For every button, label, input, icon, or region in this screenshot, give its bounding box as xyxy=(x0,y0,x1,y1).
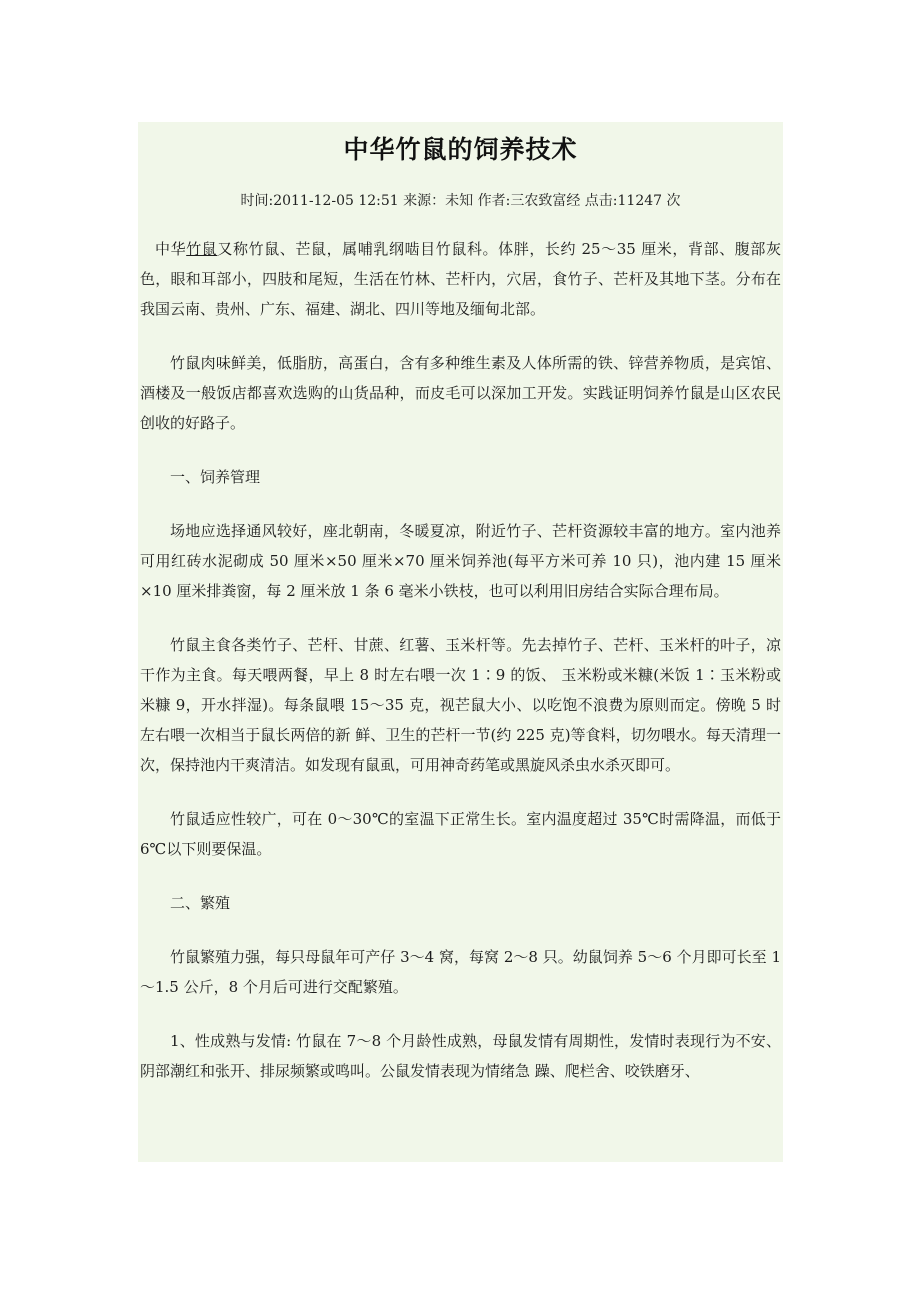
paragraph-breeding: 竹鼠繁殖力强，每只母鼠年可产仔 3～4 窝，每窝 2～8 只。幼鼠饲养 5～6 个月即可长至 1～1.5 公斤，8 个月后可进行交配繁殖。 xyxy=(140,948,781,996)
intro-paragraph xyxy=(140,234,781,324)
paragraph-value: 竹鼠肉味鲜美，低脂肪，高蛋白，含有多种维生素及人体所需的铁、锌营养物质，是宾馆、酒楼及一般饭店都喜欢选购的山货品种，而皮毛可以深加工开发。实践证明饲养竹鼠是山区农民创收的好路子。 xyxy=(140,354,781,432)
article-title: 中华竹鼠的饲养技术 xyxy=(343,135,578,164)
paragraph-temperature: 竹鼠适应性较广，可在 0～30℃的室温下正常生长。室内温度超过 35℃时需降温，而低于 6℃以下则要保温。 xyxy=(140,810,781,858)
section-heading-feeding: 一、饲养管理 xyxy=(170,468,261,486)
paragraph-estrus: 1、性成熟与发情: 竹鼠在 7～8 个月龄性成熟，母鼠发情有周期性，发情时表现行为不安、阴部潮红和张开、排尿频繁或鸣叫。公鼠发情表现为情绪急 躁、爬栏舍、咬铁磨牙、 xyxy=(140,1032,781,1080)
paragraph-site: 场地应选择通风较好，座北朝南，冬暖夏凉，附近竹子、芒杆资源较丰富的地方。室内池养可用红砖水泥砌成 50 厘米×50 厘米×70 厘米饲养池(每平方米可养 10 只)，池内建 15 厘米×10 厘米排粪窗，每 2 厘米放 1 条 6 毫米小铁枝，也可以利用旧房结合实际合理布局。 xyxy=(140,522,781,600)
bamboo-rat-link[interactable]: 竹鼠 xyxy=(186,240,218,258)
article-body xyxy=(138,234,783,1086)
article-meta: 时间:2011-12-05 12:51 来源：未知 作者:三农致富经 点击:11247 次 xyxy=(240,193,681,209)
article-panel xyxy=(138,122,783,1162)
intro-suffix: 又称竹鼠、芒鼠，属哺乳纲啮目竹鼠科。体胖，长约 25～35 厘米，背部、腹部灰色，眼和耳部小，四肢和尾短，生活在竹林、芒杆内，穴居，食竹子、芒杆及其地下茎。分布在我国云南、贵州、广东、福建、湖北、四川等地及缅甸北部。 xyxy=(140,240,781,318)
intro-prefix: 中华 xyxy=(155,240,187,258)
section-heading-breeding: 二、繁殖 xyxy=(170,894,231,912)
paragraph-diet: 竹鼠主食各类竹子、芒杆、甘蔗、红薯、玉米杆等。先去掉竹子、芒杆、玉米杆的叶子，凉干作为主食。每天喂两餐，早上 8 时左右喂一次 1∶9 的饭、 玉米粉或米糠(米饭 1∶玉米粉或米糠 9，开水拌湿)。每条鼠喂 15～35 克，视芒鼠大小、以吃饱不浪费为原则而定。傍晚 5 时左右喂一次相当于鼠长两倍的新 鲜、卫生的芒杆一节(约 225 克)等食料，切勿喂水。每天清理一次，保持池内干爽清洁。如发现有鼠虱，可用神奇药笔或黑旋风杀虫水杀灭即可。 xyxy=(140,636,781,774)
